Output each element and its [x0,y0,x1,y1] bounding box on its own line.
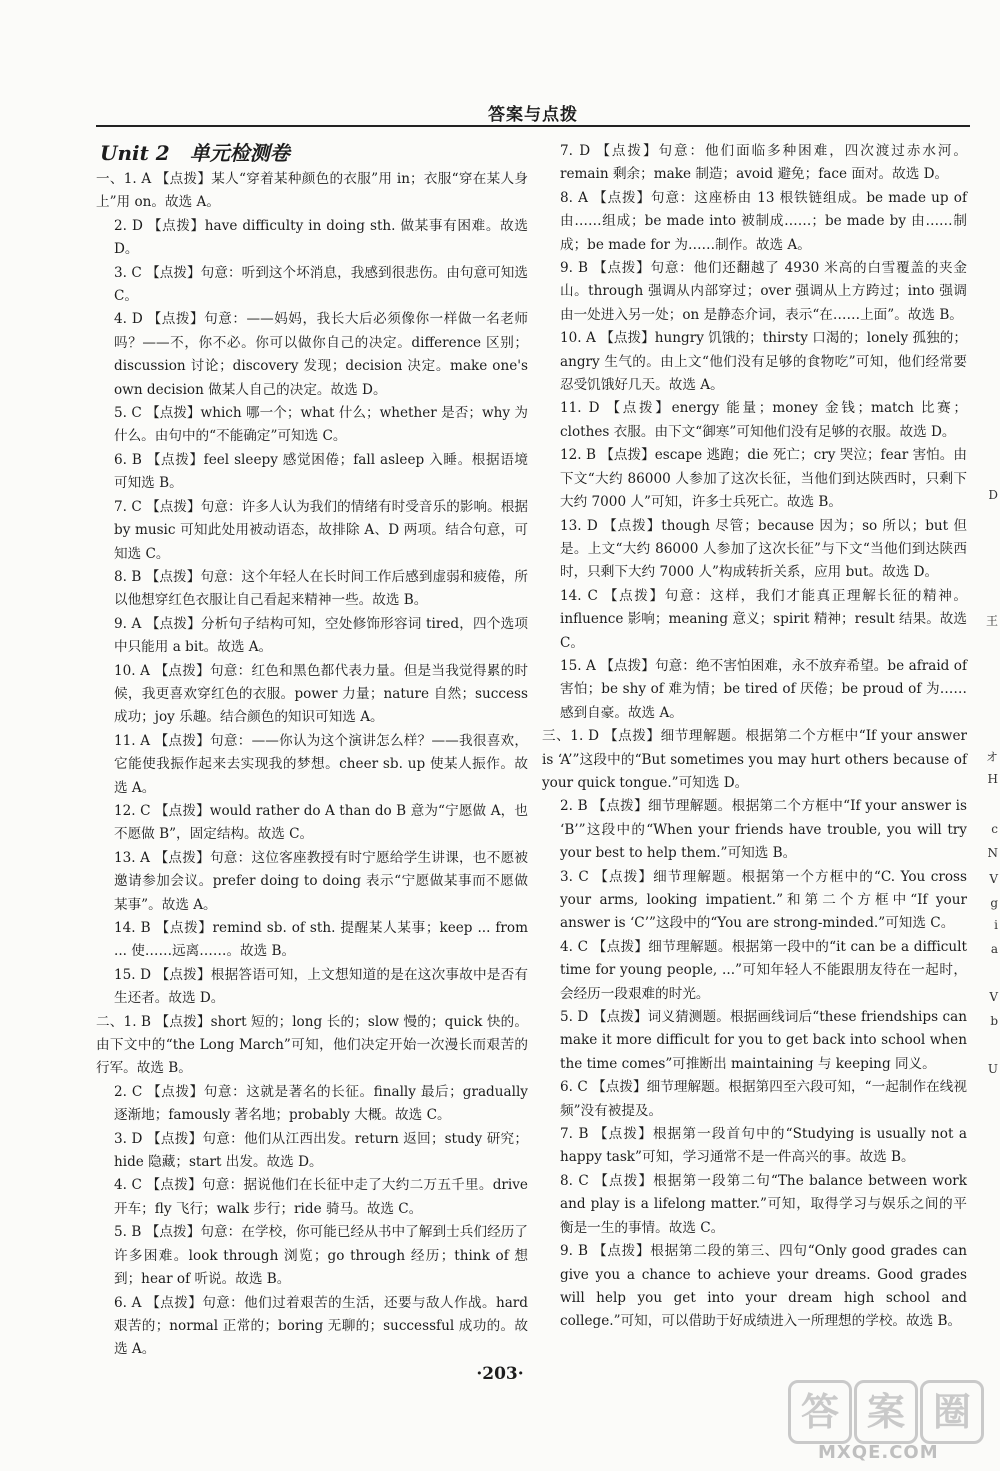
answer-item [542,1076,967,1123]
answer-item [542,936,967,1006]
answer-explanation: 【点拨】escape 逃跑；die 死亡；cry 哭泣；fear 害怕。由下文“大约 86000 人参加了这次长征，当他们到达陕西时，只剩下大约 7000 人”可知，许多士兵死亡。故选 B。 [560,447,967,511]
answer-explanation: 【点拨】细节理解题。根据第一段中的“it can be a difficult time for young people, ...”可知年轻人不能跟朋友待在一起时，会经历一段艰难的时光。 [560,938,967,1002]
answer-explanation: 【点拨】feel sleepy 感觉困倦；fall asleep 入睡。根据语境可知选 B。 [114,451,528,492]
unit-title: Unit 2 单元检测卷 [100,141,290,165]
answer-explanation: 【点拨】hungry 饥饿的；thirsty 口渴的；lonely 孤独的；angry 生气的。由上文“他们没有足够的食物吃”可知，他们经常要忍受饥饿好几天。故选 A。 [560,330,968,394]
answer-label: 7. B [560,1126,589,1143]
edge-glyph: i [994,918,998,932]
answer-item [96,308,528,402]
answer-item [96,1128,528,1175]
answer-label: 6. A [114,1294,142,1311]
page-title: 答案与点拨 [488,105,578,125]
answer-item [542,397,967,444]
answer-explanation: 【点拨】句意：他们还翻越了 4930 米高的白雪覆盖的夹金山。through 强调从内部穿过；over 强调从上方跨过；into 强调由一处进入另一处；on 是静态介词，表示“在……上面”。故选 B。 [560,260,967,323]
edge-glyph: D [988,488,998,502]
answer-item [96,215,528,262]
answer-item [96,847,528,917]
answer-label: 4. C [560,938,589,955]
answer-item [96,964,528,1011]
answer-label: 12. C [114,802,151,819]
answer-explanation: 【点拨】句意：这个年轻人在长时间工作后感到虚弱和疲倦，所以他想穿红色衣服让自己看起来精神一些。故选 B。 [114,568,529,609]
answer-explanation: 【点拨】句意：——你认为这个演讲怎么样？——我很喜欢，它能使我振作起来去实现我的梦想。cheer sb. up 使某人振作。故选 A。 [114,732,529,796]
answer-label: 5. C [114,405,142,422]
answer-label: 7. C [114,498,142,515]
edge-glyph: オ [985,750,998,764]
answer-label: 15. D [114,966,152,983]
answer-explanation: 【点拨】句意：他们面临多种困难，四次渡过赤水河。remain 剩余；make 制造；avoid 避免；face 面对。故选 D。 [560,143,967,183]
answer-item [96,613,528,660]
answer-item [96,566,528,613]
answer-explanation: 【点拨】句意：这就是著名的长征。finally 最后；gradually 逐渐地；famously 著名地；probably 大概。故选 C。 [114,1083,528,1124]
answer-item [542,585,967,655]
answer-explanation: 【点拨】have difficulty in doing sth. 做某事有困难。故选 D。 [114,217,528,258]
answer-label: 9. A [114,615,142,632]
answer-explanation: 【点拨】句意：他们从江西出发。return 返回；study 研究；hide 隐藏；start 出发。故选 D。 [114,1130,528,1171]
answer-explanation: 【点拨】根据第二段的第三、四句“Only good grades can give you a chance to achieve your dreams. Good grades will help you get into your dream high school and college.”可知，可以借助于好成绩进入一所理想的学校。故选 B。 [560,1243,967,1330]
answer-label: 3. D [114,1130,143,1147]
answer-label: 5. D [560,1009,589,1026]
answer-item [96,1081,528,1128]
answer-label: 9. B [560,260,589,277]
answer-item [542,655,967,725]
edge-glyph: V [989,872,998,886]
answer-item [96,660,528,730]
edge-glyph: b [990,1014,998,1028]
answer-explanation: 【点拨】though 尽管；because 因为；so 所以；but 但是。上文“大约 86000 人参加了这次长征”与下文“当他们到达陕西时，只剩下大约 7000 人”构成转折关系，应用 but。故选 D。 [560,517,967,581]
answer-label: 8. A [560,189,588,206]
answer-label: 4. C [114,1177,142,1194]
answer-explanation: 【点拨】根据第一段首句中的“Studying is usually not a happy task”可知，学习通常不是一件高兴的事。故选 B。 [560,1126,967,1166]
answer-label: 二、1. B [96,1013,152,1030]
answer-explanation: 【点拨】分析句子结构可知，空处修饰形容词 tired，四个选项中只能用 a bit。故选 A。 [114,615,529,656]
answer-label: 4. D [114,311,143,328]
answer-explanation: 【点拨】细节理解题。根据第二个方框中“If your answer is ‘B’”这段中的“When your friends have trouble, you will try your best to help them.”可知选 B。 [560,798,967,862]
answer-item [542,515,967,585]
watermark-glyph: 案 [854,1380,918,1444]
watermark-glyph: 答 [788,1380,852,1444]
answer-label: 7. D [560,143,591,159]
answer-label: 13. D [560,517,598,534]
answer-item [96,1011,528,1081]
answer-label: 6. B [114,451,142,468]
answer-item [96,800,528,847]
answer-label: 2. D [114,217,143,234]
answer-item [96,496,528,566]
answer-item [96,262,528,309]
answer-explanation: 【点拨】which 哪一个；what 什么；whether 是否；why 为什么。由句中的“不能确定”可知选 C。 [114,405,528,445]
answer-list-right [542,140,967,1334]
answer-explanation: 【点拨】根据第一段第二句“The balance between work and play is a lifelong matter.”可知，取得学习与娱乐之间的平衡是一生的事情。故选 C。 [560,1172,967,1236]
watermark-logo [788,1380,988,1466]
answer-label: 8. C [560,1172,589,1189]
answer-item [542,1006,967,1076]
answer-item [542,1123,967,1170]
answer-label: 14. C [560,587,598,604]
answer-label: 2. C [114,1083,143,1100]
answer-label: 三、1. D [542,728,600,745]
answer-item [542,866,967,936]
edge-glyph: 王 [985,614,998,628]
answer-explanation: 【点拨】句意：听到这个坏消息，我感到很悲伤。由句意可知选 C。 [114,264,528,305]
edge-glyph: c [991,822,998,836]
answer-explanation: 【点拨】细节理解题。根据第二个方框中“If your answer is ‘A’”这段中的“But sometimes you may hurt others because of your quick tongue.”可知选 D。 [542,728,967,791]
answer-label: 3. C [560,868,589,885]
answer-explanation: 【点拨】句意：许多人认为我们的情绪有时受音乐的影响。根据 by music 可知此处用被动语态，故排除 A、D 两项。结合句意，可知选 C。 [114,498,528,562]
answer-item [542,327,967,397]
answer-item [96,1221,528,1291]
answer-label: 10. A [560,330,596,347]
answer-label: 5. B [114,1224,142,1241]
answer-item [542,1240,967,1334]
answer-explanation: 【点拨】句意：据说他们在长征中走了大约二万五千里。drive 开车；fly 飞行；walk 步行；ride 骑马。故选 C。 [114,1177,528,1217]
answer-explanation: 【点拨】句意：——妈妈，我长大后必须像你一样做一名老师吗？——不，你不必。你可以做你自己的决定。difference 区别；discussion 讨论；discovery 发现；decision 决定。make one's own decision 做某人自己的决定。故选 D。 [114,311,528,398]
answer-label: 8. B [114,568,142,585]
answer-label: 12. B [560,447,596,464]
answer-label: 15. A [560,657,596,674]
edge-glyph: N [987,846,998,860]
answer-item [542,444,967,514]
answer-item [542,725,967,795]
answer-item [96,1174,528,1221]
page-number: ·203· [476,1364,524,1384]
answer-item [96,730,528,800]
answer-explanation: 【点拨】句意：他们过着艰苦的生活，还要与敌人作战。hard 艰苦的；normal 正常的；boring 无聊的；successful 成功的。故选 A。 [114,1294,529,1358]
answer-explanation: 【点拨】句意：这样，我们才能真正理解长征的精神。influence 影响；meaning 意义；spirit 精神；result 结果。故选 C。 [560,587,968,651]
answer-label: 13. A [114,849,151,866]
edge-glyph: V [989,990,998,1004]
answer-item [542,1170,967,1240]
answer-item [542,257,967,327]
edge-glyph: U [987,1062,998,1076]
answer-label: 3. C [114,264,142,281]
answer-item [542,187,967,257]
answer-explanation: 【点拨】细节理解题。根据第四至六段可知，“一起制作在线视频”没有被提及。 [560,1079,967,1119]
answer-explanation: 【点拨】short 短的；long 长的；slow 慢的；quick 快的。由下文中的“the Long March”可知，他们决定开始一次漫长而艰苦的行军。故选 B。 [96,1013,528,1077]
answer-label: 14. B [114,920,151,936]
answer-list-left [96,168,528,1362]
answer-explanation: 【点拨】句意：这座桥由 13 根铁链组成。be made up of 由……组成；be made into 被制成……；be made by 由……制成；be made for 为……制作。故选 A。 [560,189,968,253]
answer-item [96,917,528,964]
page-header [96,98,970,128]
answer-item [542,140,967,187]
answer-explanation: 【点拨】remind sb. of sth. 提醒某人某事；keep ... from ... 使……远离……。故选 B。 [114,920,528,960]
edge-glyph: H [987,772,998,786]
answer-explanation: 【点拨】句意：在学校，你可能已经从书中了解到士兵们经历了许多困难。look through 浏览；go through 经历；think of 想到；hear of 听说。故选 B。 [114,1224,529,1288]
answer-explanation: 【点拨】细节理解题。根据第一个方框中的“C. You cross your arms, looking impatient.”和第二个方框中“If your answer is ‘C’”这段中的“You are strong-minded.”可知选 C。 [560,868,967,932]
answer-label: 一、1. A [96,171,152,187]
answer-explanation: 【点拨】句意：绝不害怕困难，永不放弃希望。be afraid of 害怕；be shy of 难为情；be tired of 厌倦；be proud of 为……感到自豪。故选 A。 [560,657,967,721]
answer-label: 11. A [114,732,151,749]
answer-label: 2. B [560,798,588,815]
answer-item [542,795,967,865]
answer-item [96,402,528,449]
answer-label: 10. A [114,662,151,679]
watermark-glyph: 圈 [920,1380,984,1444]
answer-column-left [96,140,528,1362]
answer-column-right [542,140,967,1334]
watermark-url: MXQE.COM [818,1442,939,1463]
answer-explanation: 【点拨】某人“穿着某种颜色的衣服”用 in；衣服“穿在某人身上”用 on。故选 A。 [96,171,528,211]
edge-glyph: a [990,942,998,956]
answer-label: 11. D [560,400,600,417]
answer-label: 9. B [560,1243,588,1260]
answer-label: 6. C [560,1079,588,1096]
answer-explanation: 【点拨】would rather do A than do B 意为“宁愿做 A，也不愿做 B”，固定结构。故选 C。 [114,802,528,843]
answer-explanation: 【点拨】根据答语可知，上文想知道的是在这次事故中是否有生还者。故选 D。 [114,966,528,1007]
answer-explanation: 【点拨】句意：红色和黑色都代表力量。但是当我觉得累的时候，我更喜欢穿红色的衣服。power 力量；nature 自然；success 成功；joy 乐趣。结合颜色的知识可知选 A。 [114,662,529,726]
header-rule [96,125,970,127]
answer-item [96,449,528,496]
answer-explanation: 【点拨】词义猜测题。根据画线词后“these friendships can make it more difficult for you to get back into school when the time comes”可推断出 maintaining 与 keeping 同义。 [560,1009,967,1072]
answer-explanation: 【点拨】句意：这位客座教授有时宁愿给学生讲课，也不愿被邀请参加会议。prefer doing to doing 表示“宁愿做某事而不愿做某事”。故选 A。 [114,849,529,913]
answer-explanation: 【点拨】energy 能量；money 金钱；match 比赛；clothes 衣服。由下文“御寒”可知他们没有足够的衣服。故选 D。 [560,400,967,440]
answer-item [96,168,528,215]
answer-item [96,1292,528,1362]
edge-glyph: g [990,896,998,910]
